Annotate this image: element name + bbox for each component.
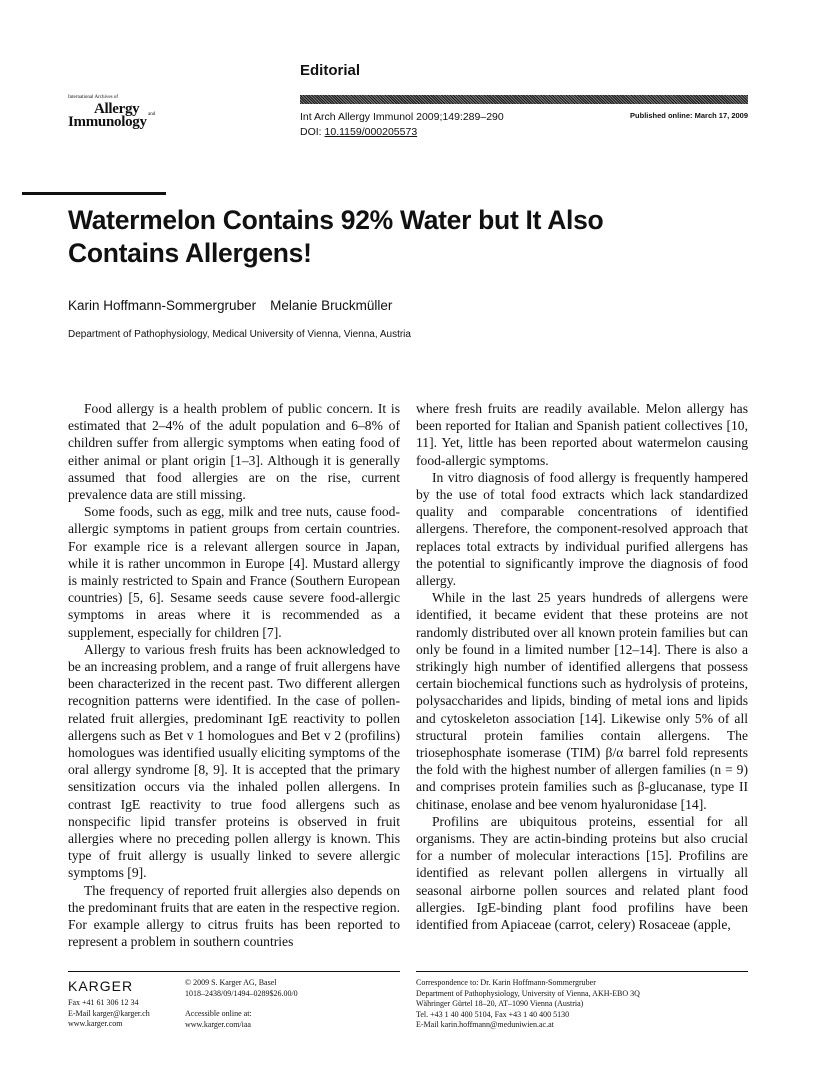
online-access — [185, 1009, 252, 1030]
paragraph: Some foods, such as egg, milk and tree nuts, cause food-allergic symptoms in patient groups from certain countries. For example rice is a relevant allergen source in Japan, while it is rather uncommon in Europe [4]. Mustard allergy is mainly restricted to Spain and France (Southern European countries) [5, 6]. Sesame seeds cause severe food-allergic symptoms in areas where it is recommended as a supplement, especially for children [7]. — [68, 504, 400, 640]
section-label: Editorial — [300, 62, 361, 79]
logo-top-line: International Archives of — [68, 95, 118, 100]
access-url[interactable]: www.karger.com/iaa — [185, 1019, 251, 1029]
affiliation: Department of Pathophysiology, Medical University of Vienna, Vienna, Austria — [68, 329, 411, 340]
footer-rule-right — [416, 971, 748, 972]
article-title: Watermelon Contains 92% Water but It Also Contains Allergens! — [68, 205, 604, 268]
access-label: Accessible online at: — [185, 1009, 252, 1018]
fax: Fax +41 61 306 12 34 — [68, 998, 139, 1007]
publisher-logo: KARGER — [68, 978, 134, 994]
copyright — [185, 978, 298, 999]
logo-immunology: Immunology — [68, 114, 147, 130]
copyright-line: © 2009 S. Karger AG, Basel — [185, 978, 277, 987]
paragraph-continuation: where fresh fruits are readily available. Melon allergy has been reported for Italian and Spanish patient collectives [10, 11]. Yet, little has been reported about watermelon causing food-allergic symptoms. — [416, 401, 748, 468]
citation: Int Arch Allergy Immunol 2009;149:289–290 — [300, 111, 504, 123]
correspondence — [416, 978, 640, 1031]
website[interactable]: www.karger.com — [68, 1019, 123, 1028]
correspondence-line: Department of Pathophysiology, University of Vienna, AKH-EBO 3Q — [416, 988, 640, 998]
body-column-right — [416, 400, 748, 960]
paragraph: The frequency of reported fruit allergies also depends on the predominant fruits that are eaten in the respective region. For example allergy to citrus fruits has been reported to represent a problem in southern countries — [68, 882, 400, 950]
doi-line — [300, 125, 504, 140]
correspondence-email[interactable]: E-Mail karin.hoffmann@meduniwien.ac.at — [416, 1020, 554, 1029]
correspondence-line: Währinger Gürtel 18–20, AT–1090 Vienna (Austria) — [416, 999, 584, 1008]
header-band — [300, 95, 748, 104]
email[interactable]: E-Mail karger@karger.ch — [68, 1008, 150, 1018]
paragraph: Food allergy is a health problem of public concern. It is estimated that 2–4% of the adult population and 6–8% of children suffer from allergic symptoms when eating food of either animal or plant origin [1–3]. Although it is generally assumed that food allergies are on the rise, current prevalence data are still missing. — [68, 401, 400, 503]
author-1: Karin Hoffmann-Sommergruber — [68, 298, 257, 313]
authors — [68, 298, 392, 313]
paragraph: While in the last 25 years hundreds of allergens were identified, it became evident that these proteins are not randomly distributed over all known protein families but can only be found in a limited number [12–14]. There is also a strikingly high number of identified allergens that possess certain biochemical functions such as hydrolysis of proteins, polysaccharides and lipids, binding of metal ions and lipids and cytoskeleton association [14]. Likewise only 5% of all structural protein families contain allergens. The triosephosphate isomerase (TIM) β/α barrel fold represents the fold with the highest number of allergen families (n = 9) and comprises protein families such as β-glucanase, type II chitinase, enolase and bee venom hyaluronidase [14]. — [416, 590, 748, 812]
citation-block — [300, 110, 504, 140]
issn-line: 1018–2438/09/1494–0289$26.00/0 — [185, 988, 298, 998]
body-column-left — [68, 400, 400, 960]
logo-and: and — [148, 112, 156, 117]
published-date: Published online: March 17, 2009 — [630, 111, 748, 120]
doi-label: DOI: — [300, 126, 325, 138]
footer-rule-left — [68, 971, 400, 972]
paragraph: Profilins are ubiquitous proteins, essential for all organisms. They are actin-binding proteins but also crucial for a number of molecular interactions [15]. Profilins are identified as relevant pollen allergens in virtually all seasonal airborne pollen sources and related plant food allergies. IgE-binding plant food profilins have been identified from Apiaceae (carrot, celery) Rosaceae (apple, — [416, 813, 748, 933]
publisher-contact — [68, 998, 150, 1030]
author-2: Melanie Bruckmüller — [270, 298, 393, 313]
correspondence-line: Tel. +43 1 40 400 5104, Fax +43 1 40 400 5130 — [416, 1009, 570, 1019]
correspondence-line: Correspondence to: Dr. Karin Hoffmann-Sommergruber — [416, 978, 596, 987]
title-rule — [22, 192, 166, 195]
journal-logo — [68, 92, 168, 138]
doi-link[interactable]: 10.1159/000205573 — [324, 126, 418, 138]
logo-allergy: Allergy — [94, 101, 140, 117]
paragraph: Allergy to various fresh fruits has been acknowledged to be an increasing problem, and a range of fruit allergens have been characterized in the recent past. Two different allergen recognition patterns were identified. In the case of pollen-related fruit allergies, predominant IgE reactivity to pollen allergens such as Bet v 1 homologues and Bet v 2 (profilins) homologues was identified usually eliciting symptoms of the oral allergy syndrome [8, 9]. It is accepted that the primary sensitization occurs via the inhaled pollen allergens. In contrast IgE reactivity to true food allergens such as nonspecific lipid transfer proteins is observed in fruit allergies where no preceding pollen allergy is known. This type of fruit allergy is usually linked to severe allergic symptoms [9]. — [68, 641, 400, 881]
paragraph: In vitro diagnosis of food allergy is frequently hampered by the use of total food extracts which lack standardized quality and comparable concentrations of identified allergens. Therefore, the component-resolved approach that replaces total extracts by individual purified allergens has the potential to significantly improve the diagnosis of food allergy. — [416, 469, 748, 589]
